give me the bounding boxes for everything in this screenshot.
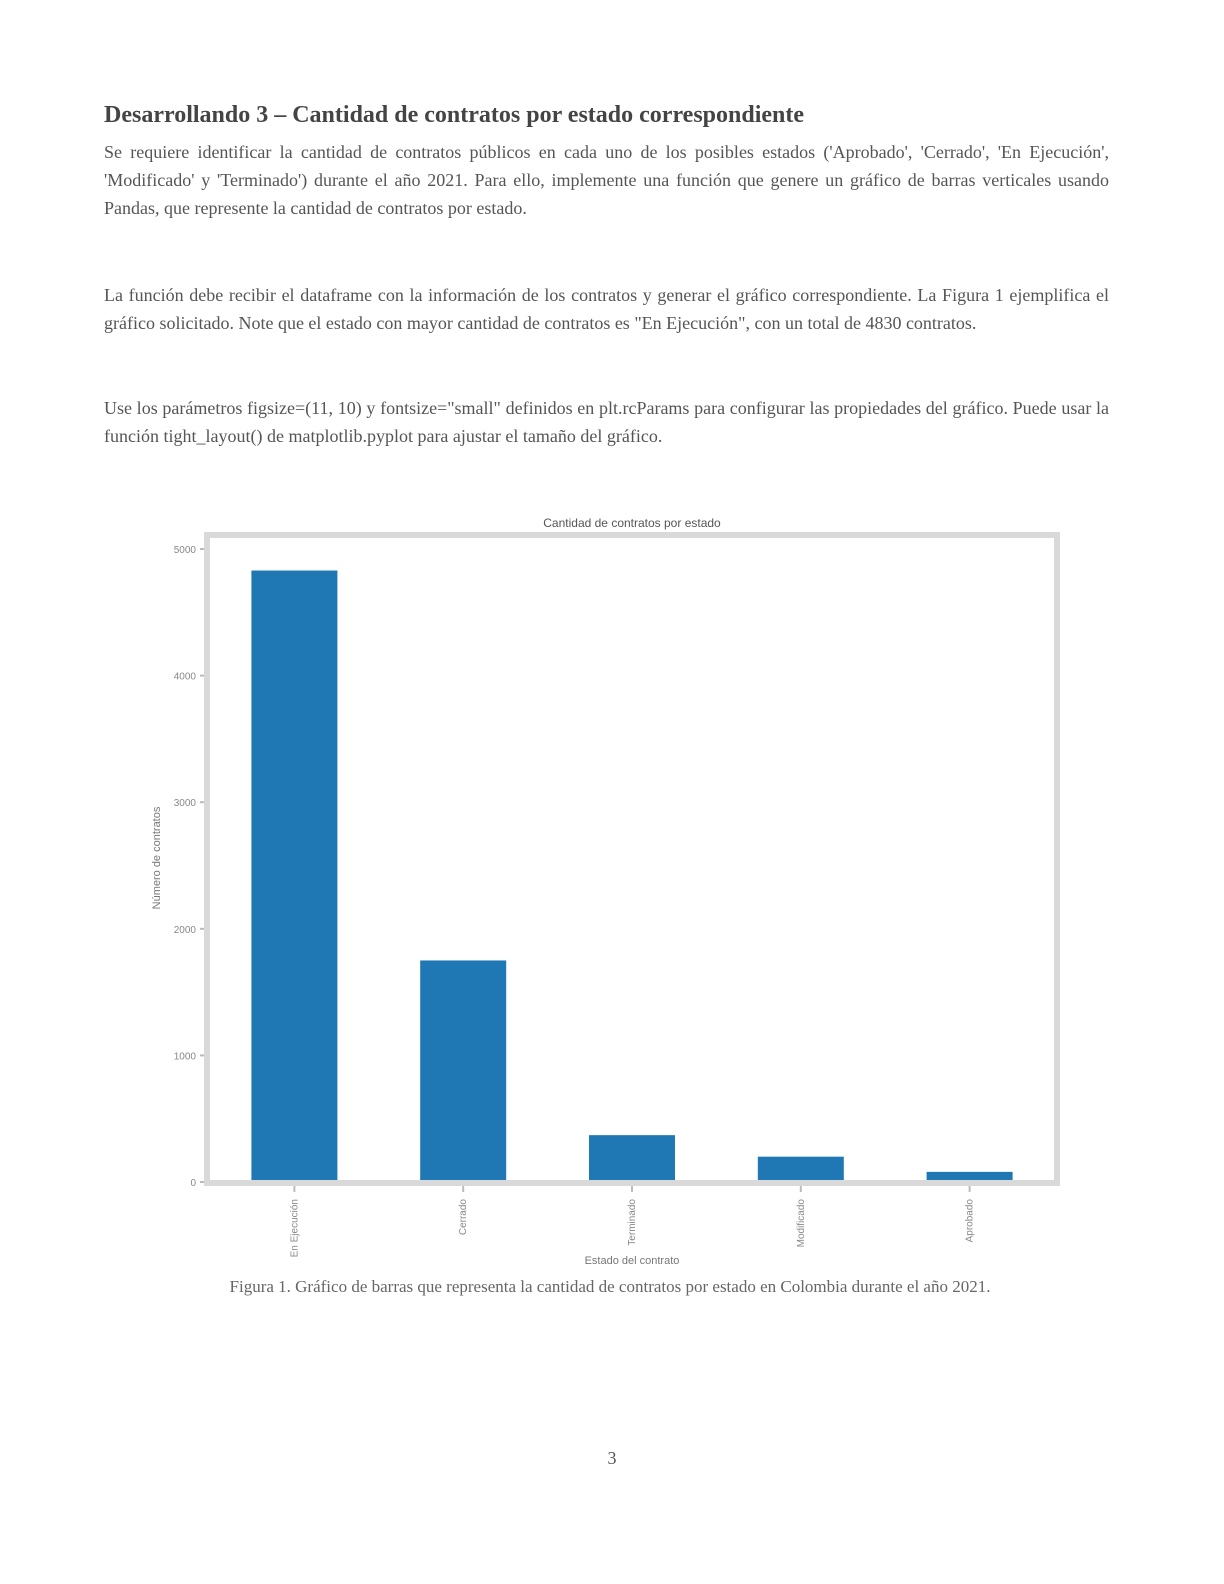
paragraph-1: Se requiere identificar la cantidad de contratos públicos en cada uno de los posibles estados ('Aprobado', 'Cerrado', 'En Ejecución', 'Modificado' y 'Terminado') durante el año 2021. Para ello, implemente una función que genere un gráfico de barras verticales usando Pandas, que represente la cantidad de contratos por estado.	[104, 142, 1109, 218]
y-tick-label: 5000	[173, 545, 196, 556]
x-tick-label: En Ejecución	[289, 1199, 301, 1258]
page-number: 3	[607, 1448, 617, 1468]
x-axis-label: Estado del contrato	[584, 1255, 680, 1267]
bar	[758, 1157, 844, 1182]
y-tick-label: 0	[190, 1178, 196, 1189]
paragraph-2: La función debe recibir el dataframe con la información de los contratos y generar el gráfico correspondiente. La Figura 1 ejemplifica el gráfico solicitado. Note que el estado con mayor cantidad de contratos es "En Ejecución", con un total de 4830 contratos.	[104, 285, 1109, 333]
chart-title: Cantidad de contratos por estado	[543, 516, 721, 530]
x-tick-label: Modificado	[795, 1199, 807, 1248]
bar	[251, 571, 337, 1182]
y-axis-label: Número de contratos	[151, 806, 163, 910]
figure-caption: Figura 1. Gráfico de barras que representa la cantidad de contratos por estado en Colombia durante el año 2021.	[229, 1277, 991, 1296]
y-tick-label: 2000	[173, 924, 196, 936]
x-tick-label: Aprobado	[964, 1199, 976, 1243]
y-tick-label: 4000	[173, 671, 196, 683]
paragraph-3: Use los parámetros figsize=(11, 10) y fontsize="small" definidos en plt.rcParams para configurar las propiedades del gráfico. Puede usar la función tight_layout() de matplotlib.pyplot para ajustar el tamaño del gráfico.	[104, 398, 1109, 446]
x-tick-label: Cerrado	[458, 1199, 470, 1236]
y-tick-label: 1000	[173, 1051, 196, 1063]
y-tick-label: 3000	[173, 798, 196, 810]
bar	[420, 960, 506, 1182]
x-tick-label: Terminado	[627, 1199, 638, 1246]
bar	[589, 1135, 675, 1182]
section-heading: Desarrollando 3 – Cantidad de contratos por estado correspondiente	[104, 102, 805, 128]
